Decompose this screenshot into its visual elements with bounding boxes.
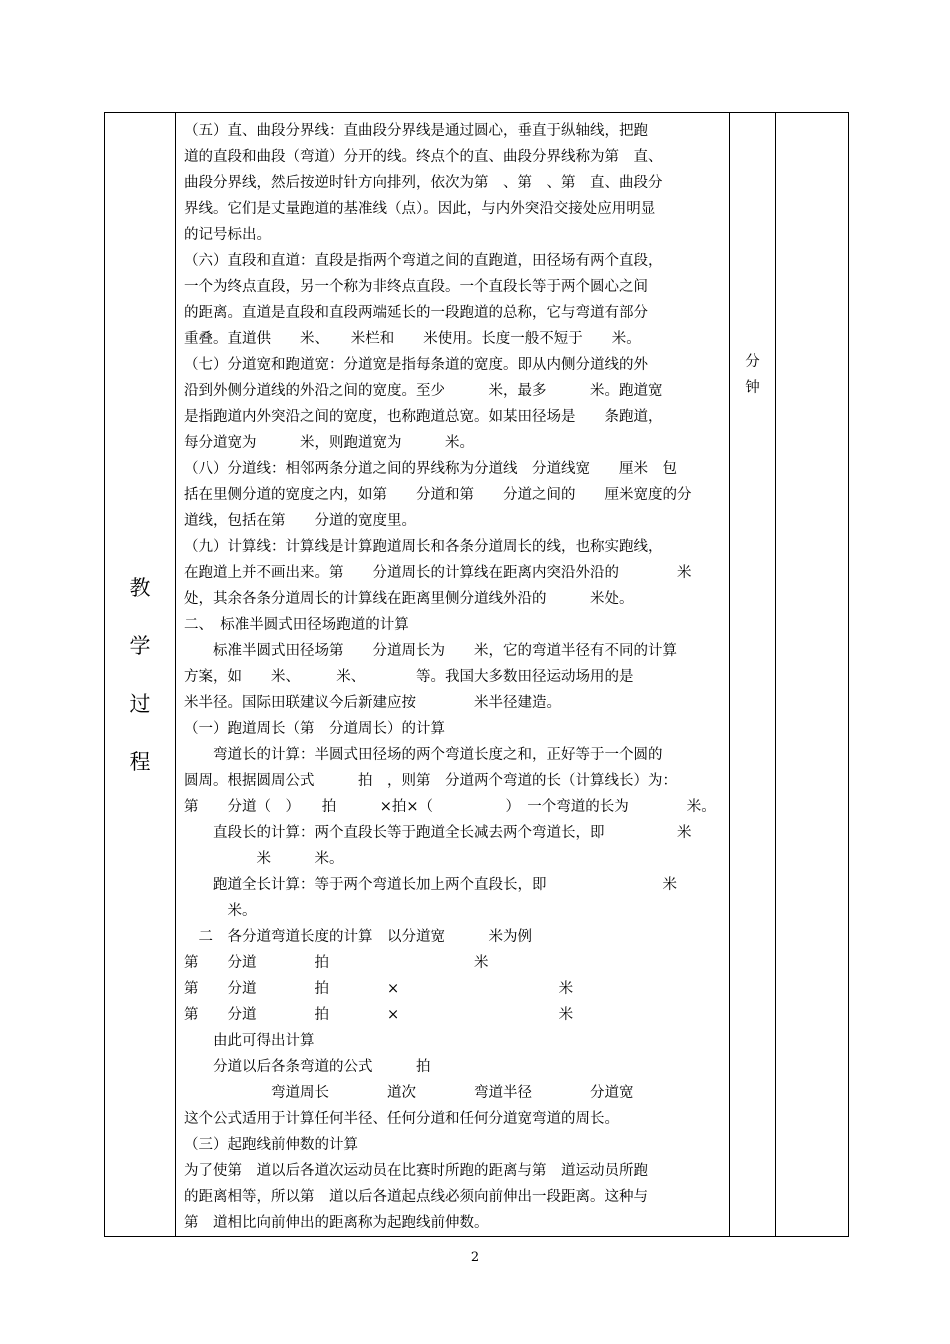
- lesson-plan-table: [104, 112, 849, 1237]
- content-line: （三）起跑线前伸数的计算: [184, 1137, 358, 1153]
- content-line: 一个为终点直段，另一个称为非终点直段。一个直段长等于两个圆心之间: [184, 279, 648, 295]
- content-line: （七）分道宽和跑道宽：分道宽是指每条道的宽度。即从内侧分道线的外: [184, 357, 648, 373]
- time-label-char: 钟: [745, 380, 760, 396]
- content-line: 是指跑道内外突沿之间的宽度，也称跑道总宽。如某田径场是 条跑道，: [184, 409, 663, 425]
- content-line: 为了使第 道以后各道次运动员在比赛时所跑的距离与第 道运动员所跑: [184, 1163, 648, 1179]
- page-number: 2: [470, 1250, 480, 1265]
- content-line: 圆周。根据圆周公式 拍 ，则第 分道两个弯道的长（计算线长）为：: [184, 773, 677, 789]
- time-label-char: 分: [745, 354, 760, 370]
- content-line: 直段长的计算：两个直段长等于跑道全长减去两个弯道长，即 米: [184, 825, 692, 841]
- content-line: 米。: [184, 903, 257, 919]
- content-line: 米半径。国际田联建议今后新建应按 米半径建造。: [184, 695, 561, 711]
- content-line: 每分道宽为 米，则跑道宽为 米。: [184, 435, 474, 451]
- section-label: [105, 559, 175, 791]
- time-cell: [730, 113, 776, 1237]
- content-line: （六）直段和直道：直段是指两个弯道之间的直跑道，田径场有两个直段，: [184, 253, 663, 269]
- section-label-char: 教: [129, 575, 151, 600]
- lesson-content: [176, 113, 729, 1236]
- section-label-char: 过: [129, 691, 151, 716]
- content-line: 界线。它们是丈量跑道的基准线（点）。因此，与内外突沿交接处应用明显: [184, 201, 656, 217]
- notes-cell: [776, 113, 849, 1237]
- time-label: [730, 113, 775, 401]
- content-line: 第 分道 拍 米: [184, 955, 489, 971]
- section-label-cell: [105, 113, 176, 1237]
- section-label-char: 学: [129, 633, 151, 658]
- content-line: 方案，如 米、 米、 等。我国大多数田径运动场用的是: [184, 669, 634, 685]
- content-line: 第 道相比向前伸出的距离称为起跑线前伸数。: [184, 1215, 489, 1231]
- content-line: 米 米。: [184, 851, 344, 867]
- content-line: 跑道全长计算：等于两个弯道长加上两个直段长，即 米: [184, 877, 677, 893]
- content-line: 由此可得出计算: [184, 1033, 315, 1049]
- section-label-char: 程: [129, 749, 151, 774]
- content-line: 道线，包括在第 分道的宽度里。: [184, 513, 416, 529]
- table-row: [105, 113, 849, 1237]
- content-line: 处，其余各条分道周长的计算线在距离里侧分道线外沿的 米处。: [184, 591, 634, 607]
- content-cell: [176, 113, 730, 1237]
- content-line: 沿到外侧分道线的外沿之间的宽度。至少 米，最多 米。跑道宽: [184, 383, 663, 399]
- content-line: 道的直段和曲段（弯道）分开的线。终点个的直、曲段分界线称为第 直、: [184, 149, 663, 165]
- content-line: 第 分道（ ） 拍 ×拍×（ ） 一个弯道的长为 米。: [184, 799, 716, 815]
- content-line: 第 分道 拍 × 米: [184, 981, 574, 997]
- content-line: 二、 标准半圆式田径场跑道的计算: [184, 617, 409, 633]
- content-line: 第 分道 拍 × 米: [184, 1007, 574, 1023]
- content-line: 二 各分道弯道长度的计算 以分道宽 米为例: [184, 929, 532, 945]
- content-line: 在跑道上并不画出来。第 分道周长的计算线在距离内突沿外沿的 米: [184, 565, 692, 581]
- content-line: 分道以后各条弯道的公式 拍: [184, 1059, 431, 1075]
- content-line: 的距离。直道是直段和直段两端延长的一段跑道的总称，它与弯道有部分: [184, 305, 648, 321]
- content-line: 重叠。直道供 米、 米栏和 米使用。长度一般不短于 米。: [184, 331, 641, 347]
- content-line: 弯道长的计算：半圆式田径场的两个弯道长度之和，正好等于一个圆的: [184, 747, 663, 763]
- content-line: 括在里侧分道的宽度之内，如第 分道和第 分道之间的 厘米宽度的分: [184, 487, 692, 503]
- content-line: （一）跑道周长（第 分道周长）的计算: [184, 721, 445, 737]
- content-line: （九）计算线：计算线是计算跑道周长和各条分道周长的线，也称实跑线，: [184, 539, 663, 555]
- content-line: 的记号标出。: [184, 227, 271, 243]
- content-line: 的距离相等，所以第 道以后各道起点线必须向前伸出一段距离。这种与: [184, 1189, 648, 1205]
- content-line: （八）分道线：相邻两条分道之间的界线称为分道线 分道线宽 厘米 包: [184, 461, 677, 477]
- content-line: （五）直、曲段分界线：直曲段分界线是通过圆心，垂直于纵轴线，把跑: [184, 123, 648, 139]
- content-line: 标准半圆式田径场第 分道周长为 米，它的弯道半径有不同的计算: [184, 643, 677, 659]
- content-line: 曲段分界线，然后按逆时针方向排列，依次为第 、第 、第 直、曲段分: [184, 175, 663, 191]
- content-line: 弯道周长 道次 弯道半径 分道宽: [184, 1085, 634, 1101]
- content-line: 这个公式适用于计算任何半径、任何分道和任何分道宽弯道的周长。: [184, 1111, 619, 1127]
